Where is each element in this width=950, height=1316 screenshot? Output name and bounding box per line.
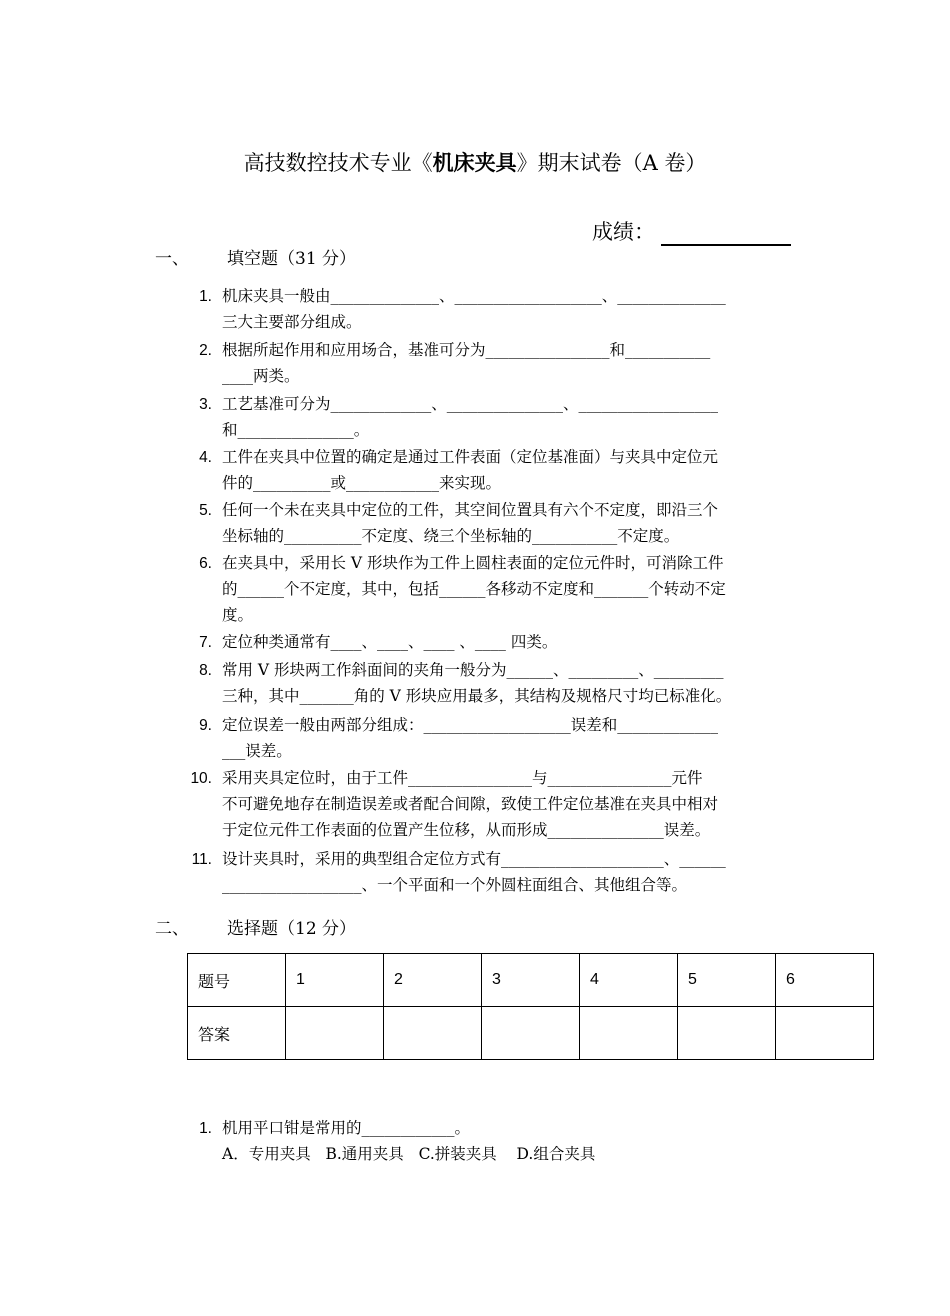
choice-question-number: 1. — [199, 1120, 212, 1137]
fill-question-number: 8. — [199, 662, 212, 679]
fill-question-number: 5. — [199, 502, 212, 519]
fill-question-line: 定位种类通常有____、____、____ 、____ 四类。 — [222, 633, 558, 651]
fill-question-line: 坐标轴的__________不定度、绕三个坐标轴的___________不定度。 — [222, 526, 680, 545]
fill-question-number: 10. — [190, 770, 212, 787]
fill-question-number: 1. — [199, 288, 212, 305]
fill-question-line: 三种，其中_______角的 V 形块应用最多，其结构及规格尺寸均已标准化。 — [222, 686, 732, 705]
answer-cell[interactable] — [776, 1007, 874, 1060]
fill-question-line: ___误差。 — [222, 741, 292, 760]
answer-table-number: 4 — [580, 954, 678, 1007]
fill-question-line: 度。 — [222, 605, 254, 624]
fill-question-number: 2. — [199, 342, 212, 359]
fill-question-line: 工艺基准可分为_____________、_______________、__________________ — [222, 395, 719, 413]
fill-question-line: 采用夹具定位时，由于工件________________与________________元件 — [222, 769, 703, 787]
answer-table-answer-label: 答案 — [188, 1007, 286, 1060]
fill-question-line: 定位误差一般由两部分组成：___________________误差和_____________ — [222, 716, 719, 734]
choice-question-stem: 机用平口钳是常用的____________。 — [222, 1119, 471, 1137]
fill-question-line: 机床夹具一般由______________、___________________、______________ — [222, 287, 726, 305]
fill-question — [182, 713, 802, 765]
section-heading-choice: 二、 选择题（12 分） — [155, 919, 357, 939]
answer-cell[interactable] — [482, 1007, 580, 1060]
fill-question-line: 于定位元件工作表面的位置产生位移，从而形成_______________误差。 — [222, 820, 711, 839]
fill-question — [182, 445, 802, 497]
fill-question-number: 3. — [199, 396, 212, 413]
answer-cell[interactable] — [678, 1007, 776, 1060]
fill-question-line: 件的__________或____________来实现。 — [222, 473, 502, 492]
answer-cell[interactable] — [384, 1007, 482, 1060]
fill-question-number: 6. — [199, 555, 212, 572]
fill-question — [182, 498, 802, 550]
fill-question-line: 不可避免地存在制造误差或者配合间隙，致使工件定位基准在夹具中相对 — [222, 794, 719, 813]
fill-question — [182, 766, 802, 843]
answer-table-number: 5 — [678, 954, 776, 1007]
fill-question — [182, 338, 802, 390]
fill-question-number: 7. — [199, 634, 212, 651]
fill-question-number: 9. — [199, 717, 212, 734]
fill-question-line: 在夹具中，采用长 V 形块作为工件上圆柱表面的定位元件时，可消除工件 — [222, 554, 724, 572]
score-blank — [661, 222, 791, 246]
fill-question-line: 设计夹具时，采用的典型组合定位方式有_____________________、______ — [222, 850, 726, 868]
answer-table-header-label: 题号 — [188, 954, 286, 1007]
exam-title: 高技数控技术专业《机床夹具》期末试卷（A 卷） — [243, 150, 707, 175]
fill-question — [182, 284, 802, 336]
fill-question-number: 4. — [199, 449, 212, 466]
fill-question — [182, 630, 802, 656]
fill-question — [182, 392, 802, 444]
fill-question-line: 工件在夹具中位置的确定是通过工件表面（定位基准面）与夹具中定位元 — [222, 448, 719, 466]
fill-question-number: 11. — [191, 851, 212, 868]
score-label: 成绩： — [592, 220, 655, 244]
answer-table-answer-row — [188, 1007, 874, 1060]
fill-question-line: 和_______________。 — [222, 420, 370, 439]
answer-cell[interactable] — [580, 1007, 678, 1060]
answer-table-number: 2 — [384, 954, 482, 1007]
answer-table-number: 1 — [286, 954, 384, 1007]
fill-question-line: 三大主要部分组成。 — [222, 312, 362, 331]
fill-question-line: 的______个不定度，其中，包括______各移动不定度和_______个转动不定 — [222, 579, 726, 598]
answer-table-header-row — [188, 954, 874, 1007]
fill-question — [182, 551, 802, 628]
choice-question-options: A．专用夹具 B.通用夹具 C.拼装夹具 D.组合夹具 — [222, 1144, 596, 1163]
fill-question-line: 根据所起作用和应用场合，基准可分为________________和___________ — [222, 341, 711, 359]
fill-question — [182, 847, 802, 899]
fill-question-line: 常用 V 形块两工作斜面间的夹角一般分为______、_________、_________ — [222, 661, 724, 679]
answer-cell[interactable] — [286, 1007, 384, 1060]
fill-question-line: 任何一个未在夹具中定位的工件，其空间位置具有六个不定度，即沿三个 — [222, 501, 719, 519]
choice-question — [182, 1116, 802, 1176]
section-heading-fill: 一、 填空题（31 分） — [155, 249, 357, 269]
fill-question — [182, 658, 802, 710]
answer-table-number: 6 — [776, 954, 874, 1007]
fill-question-line: __________________、一个平面和一个外圆柱面组合、其他组合等。 — [222, 875, 688, 894]
score-field — [592, 216, 791, 246]
fill-question-line: ____两类。 — [222, 366, 300, 385]
answer-table — [187, 953, 874, 1060]
answer-table-number: 3 — [482, 954, 580, 1007]
